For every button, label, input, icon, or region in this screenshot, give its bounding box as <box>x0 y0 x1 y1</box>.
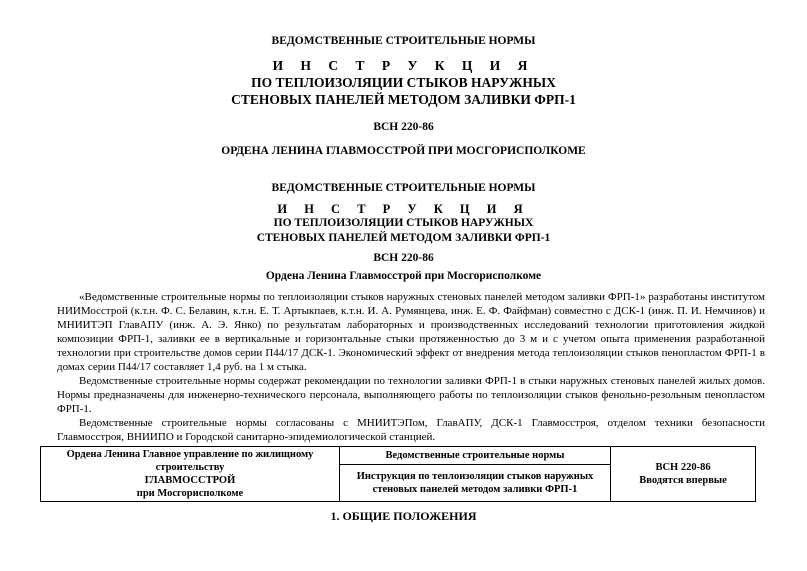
paragraph-approvals: Ведомственные строительные нормы согласованы с МНИИТЭПом, ГлавАПУ, ДСК-1 Главмосстроя, отделом техники безопасности Главмосстроя, ВНИИПО и Городской санитарно-эпидемиологической станцией. <box>57 417 765 443</box>
cover-organization: ОРДЕНА ЛЕНИНА ГЛАВМОССТРОЙ ПРИ МОСГОРИСПОЛКОМЕ <box>221 145 586 157</box>
header-org-line2: строительству <box>155 462 225 473</box>
document-header-table <box>40 446 756 502</box>
cover-title-line2: СТЕНОВЫХ ПАНЕЛЕЙ МЕТОДОМ ЗАЛИВКИ ФРП-1 <box>231 92 576 107</box>
cover-category: ВЕДОМСТВЕННЫЕ СТРОИТЕЛЬНЫЕ НОРМЫ <box>271 35 536 47</box>
header-status: Вводятся впервые <box>639 475 727 486</box>
header-code-cell <box>611 447 756 502</box>
header-title-line1: Инструкция по теплоизоляции стыков наружных <box>356 471 594 482</box>
header-code: ВСН 220-86 <box>655 462 711 473</box>
paragraph-developers: «Ведомственные строительные нормы по теплоизоляции стыков наружных стеновых панелей методом заливки ФРП-1» разработаны институтом НИИМосстрой (к.т.н. Ф. С. Белавин, к.т.н. Е. Т. Артыкпаев, к.т.н. И. А. Румянцева, инж. Е. Ф. Файфман) совместно с ДСК-1 (инж. П. И. Немчинов) и МНИИТЭП ГлавАПУ (инж. А. Э. Янко) по результатам лабораторных и производственных исследований технологии приготовления жидкой композиции ФРП-1, заливки ее в вертикальные и горизонтальные стыки протяженностью до 3 м и с учетом опыта применения разработанной технологии при строительстве домов серии П44/17 ДСК-1. Экономический эффект от внедрения метода теплоизоляции стыков пенопластом ФРП-1 в домах серии П44/17 составляет 1,4 руб. на 1 м стыка. <box>57 291 765 373</box>
cover-code: ВСН 220-86 <box>373 121 434 133</box>
header-org-line1: Ордена Ленина Главное управление по жилищному <box>66 449 314 460</box>
title-line2: СТЕНОВЫХ ПАНЕЛЕЙ МЕТОДОМ ЗАЛИВКИ ФРП-1 <box>256 232 551 244</box>
title-organization: Ордена Ленина Главмосстрой при Мосгорисполкоме <box>265 270 542 282</box>
header-org-cell <box>41 447 340 502</box>
title-category: ВЕДОМСТВЕННЫЕ СТРОИТЕЛЬНЫЕ НОРМЫ <box>271 182 536 194</box>
header-title-line2: стеновых панелей методом заливки ФРП-1 <box>372 484 578 495</box>
cover-title-line1: ПО ТЕПЛОИЗОЛЯЦИИ СТЫКОВ НАРУЖНЫХ <box>251 75 556 90</box>
title-line1: ПО ТЕПЛОИЗОЛЯЦИИ СТЫКОВ НАРУЖНЫХ <box>273 217 534 229</box>
header-org-line3: ГЛАВМОССТРОЙ <box>144 475 236 486</box>
header-org-line4: при Мосгорисполкоме <box>136 488 244 499</box>
title-code: ВСН 220-86 <box>373 252 434 264</box>
paragraph-purpose: Ведомственные строительные нормы содержат рекомендации по технологии заливки ФРП-1 в стыки наружных стеновых панелей жилых домов. Нормы предназначены для инженерно-технического персонала, выполняющего работы по теплоизоляции стыков фенольно-резольным пенопластом ФРП-1. <box>57 375 765 415</box>
cover-doc-type: И Н С Т Р У К Ц И Я <box>272 58 535 73</box>
section-heading: 1. ОБЩИЕ ПОЛОЖЕНИЯ <box>330 509 477 523</box>
header-category-cell: Ведомственные строительные нормы <box>340 447 611 465</box>
header-title-cell <box>340 465 611 502</box>
title-doc-type: И Н С Т Р У К Ц И Я <box>277 202 530 216</box>
